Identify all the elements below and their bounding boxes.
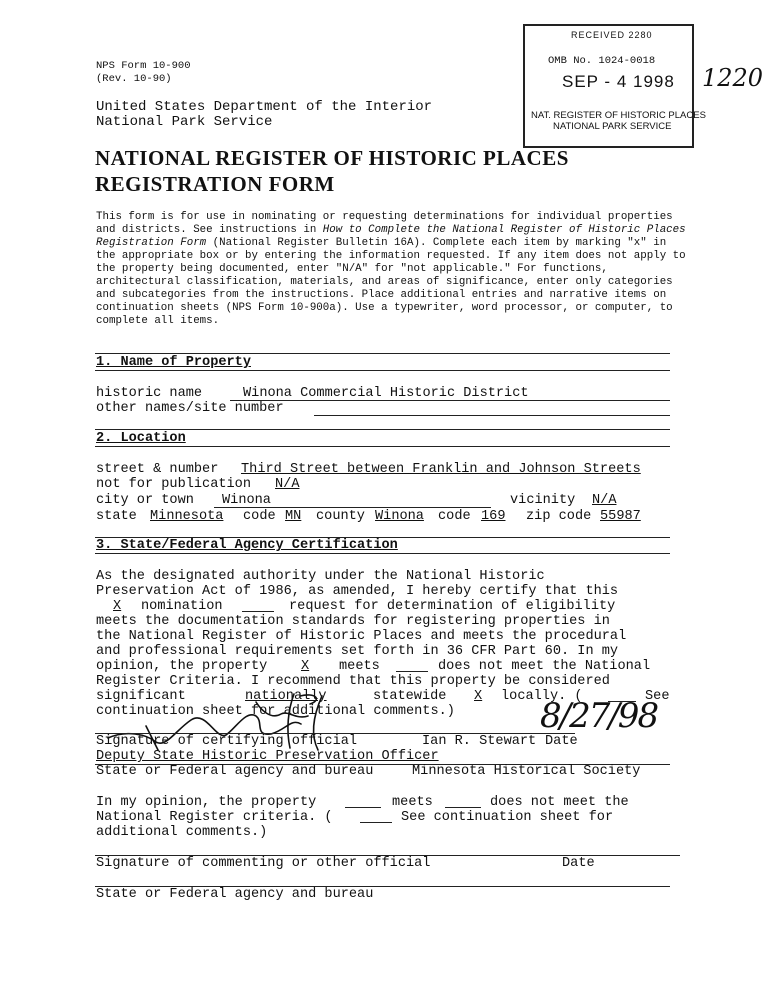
comment-line-1a: In my opinion, the property bbox=[96, 795, 317, 810]
state-code-value: MN bbox=[285, 509, 302, 524]
section-3-heading: 3. State/Federal Agency Certification bbox=[96, 538, 398, 553]
state-code-label: code bbox=[243, 509, 276, 524]
stamp-line-2: NATIONAL PARK SERVICE bbox=[553, 121, 672, 132]
nomination-check[interactable]: X bbox=[113, 599, 122, 614]
stamp-date: SEP - 4 1998 bbox=[562, 72, 675, 91]
county-value: Winona bbox=[375, 509, 424, 524]
cert-locally: locally. ( bbox=[501, 689, 583, 704]
cert-does-not-meet: does not meet the National bbox=[438, 659, 651, 674]
instructions-paragraph bbox=[96, 211, 686, 328]
rule bbox=[95, 370, 670, 371]
rule bbox=[95, 446, 670, 447]
agency-line-2: National Park Service bbox=[96, 114, 273, 130]
other-names-label: other names/site number bbox=[96, 401, 284, 416]
stamp-received: RECEIVED 2280 bbox=[571, 30, 653, 40]
comment-does-not-meet: does not meet the bbox=[490, 795, 629, 810]
comment-line-3: additional comments.) bbox=[96, 825, 268, 840]
county-code-value: 169 bbox=[481, 509, 506, 524]
rule bbox=[95, 429, 670, 430]
comment-meets: meets bbox=[392, 795, 433, 810]
request-check[interactable] bbox=[242, 599, 274, 612]
rule bbox=[95, 553, 670, 554]
form-title-line-2: REGISTRATION FORM bbox=[95, 172, 335, 196]
does-not-meet-check[interactable] bbox=[396, 659, 428, 672]
cert-nationally[interactable]: nationally bbox=[245, 689, 327, 704]
comment-does-not-meet-check[interactable] bbox=[445, 795, 481, 808]
state-value: Minnesota bbox=[150, 509, 224, 524]
signature-stroke bbox=[300, 695, 316, 704]
county-code-label: code bbox=[438, 509, 471, 524]
cert-line-8: Register Criteria. I recommend that this property be considered bbox=[96, 674, 610, 689]
street-value: Third Street between Franklin and Johnson Streets bbox=[241, 462, 641, 477]
county-label: county bbox=[316, 509, 365, 524]
historic-name-value: Winona Commercial Historic District bbox=[243, 386, 529, 401]
cert-line-6: and professional requirements set forth in 36 CFR Part 60. In my bbox=[96, 644, 619, 659]
locally-check[interactable]: X bbox=[474, 689, 483, 704]
comment-date-label: Date bbox=[562, 856, 595, 871]
intro-text-1: This form is for use in nominating or requesting determinations for individual properties and districts. See instructions in bbox=[96, 211, 673, 236]
signature-date: 8/27/98 bbox=[540, 696, 658, 736]
stamp-line-1: NAT. REGISTER OF HISTORIC PLACES bbox=[531, 110, 706, 121]
agency-bureau-value: Minnesota Historical Society bbox=[412, 764, 641, 779]
historic-name-label: historic name bbox=[96, 386, 203, 401]
comment-line-2a: National Register criteria. ( bbox=[96, 810, 333, 825]
intro-text-italic: How to Complete the National Register of Historic Places Registration Form bbox=[96, 224, 686, 249]
signature-stroke bbox=[256, 702, 308, 717]
signature-label: Signature of certifying official bbox=[96, 734, 358, 749]
city-label: city or town bbox=[96, 493, 194, 508]
form-title-line-1: NATIONAL REGISTER OF HISTORIC PLACES bbox=[95, 146, 569, 170]
stamp-omb: OMB No. 1024-0018 bbox=[548, 55, 656, 67]
handwritten-number: 1220 bbox=[702, 64, 764, 92]
official-title: Deputy State Historic Preservation Officer bbox=[96, 749, 439, 764]
form-number: NPS Form 10-900 bbox=[96, 60, 191, 72]
section-2-heading: 2. Location bbox=[96, 431, 186, 446]
section-1-heading: 1. Name of Property bbox=[96, 355, 251, 370]
street-label: street & number bbox=[96, 462, 219, 477]
cert-see: See bbox=[645, 689, 670, 704]
comment-meets-check[interactable] bbox=[345, 795, 381, 808]
comment-line-2b: See continuation sheet for bbox=[401, 810, 614, 825]
not-for-publication-label: not for publication bbox=[96, 477, 251, 492]
cert-line-5: the National Register of Historic Places and meets the procedural bbox=[96, 629, 627, 644]
cert-request: request for determination of eligibility bbox=[289, 599, 616, 614]
rule bbox=[95, 353, 670, 354]
field-line bbox=[214, 507, 491, 508]
agency-bureau-label: State or Federal agency and bureau bbox=[96, 764, 374, 779]
not-for-publication-value: N/A bbox=[275, 477, 300, 492]
cert-line-1: As the designated authority under the National Historic bbox=[96, 569, 545, 584]
cert-line-4: meets the documentation standards for registering properties in bbox=[96, 614, 610, 629]
form-revision: (Rev. 10-90) bbox=[96, 73, 172, 85]
cert-line-10: continuation sheet for additional comments.) bbox=[96, 704, 455, 719]
vicinity-label: vicinity bbox=[510, 493, 576, 508]
cert-statewide: statewide bbox=[373, 689, 447, 704]
other-names-field[interactable] bbox=[314, 415, 670, 416]
cert-nomination: nomination bbox=[141, 599, 223, 614]
certifying-official-name: Ian R. Stewart bbox=[422, 734, 537, 749]
city-value: Winona bbox=[222, 493, 271, 508]
state-label: state bbox=[96, 509, 137, 524]
comment-agency-label: State or Federal agency and bureau bbox=[96, 887, 374, 902]
vicinity-value: N/A bbox=[592, 493, 617, 508]
field-line bbox=[230, 400, 670, 401]
comment-continuation-check[interactable] bbox=[360, 810, 392, 823]
zip-value: 55987 bbox=[600, 509, 641, 524]
signature-date-label: Date bbox=[545, 734, 578, 749]
meets-check[interactable]: X bbox=[301, 659, 310, 674]
intro-text-2: (National Register Bulletin 16A). Complete each item by marking "x" in the appropriate box or by entering the information requested. If any item does not apply to the property being documented, enter "N/A" for "not applicable." For functions, architectural classification, materials, and areas of significance, enter only categories and subcategories from the instructions. Place additional entries and narrative items on continuation sheets (NPS Form 10-900a). Use a typewriter, word processor, or computer, to complete all items. bbox=[96, 237, 686, 327]
cert-meets: meets bbox=[339, 659, 380, 674]
agency-line-1: United States Department of the Interior bbox=[96, 99, 433, 115]
cert-line-7a: opinion, the property bbox=[96, 659, 268, 674]
cert-line-2: Preservation Act of 1986, as amended, I hereby certify that this bbox=[96, 584, 619, 599]
zip-label: zip code bbox=[526, 509, 592, 524]
cert-significant: significant bbox=[96, 689, 186, 704]
comment-signature-label: Signature of commenting or other official bbox=[96, 856, 431, 871]
